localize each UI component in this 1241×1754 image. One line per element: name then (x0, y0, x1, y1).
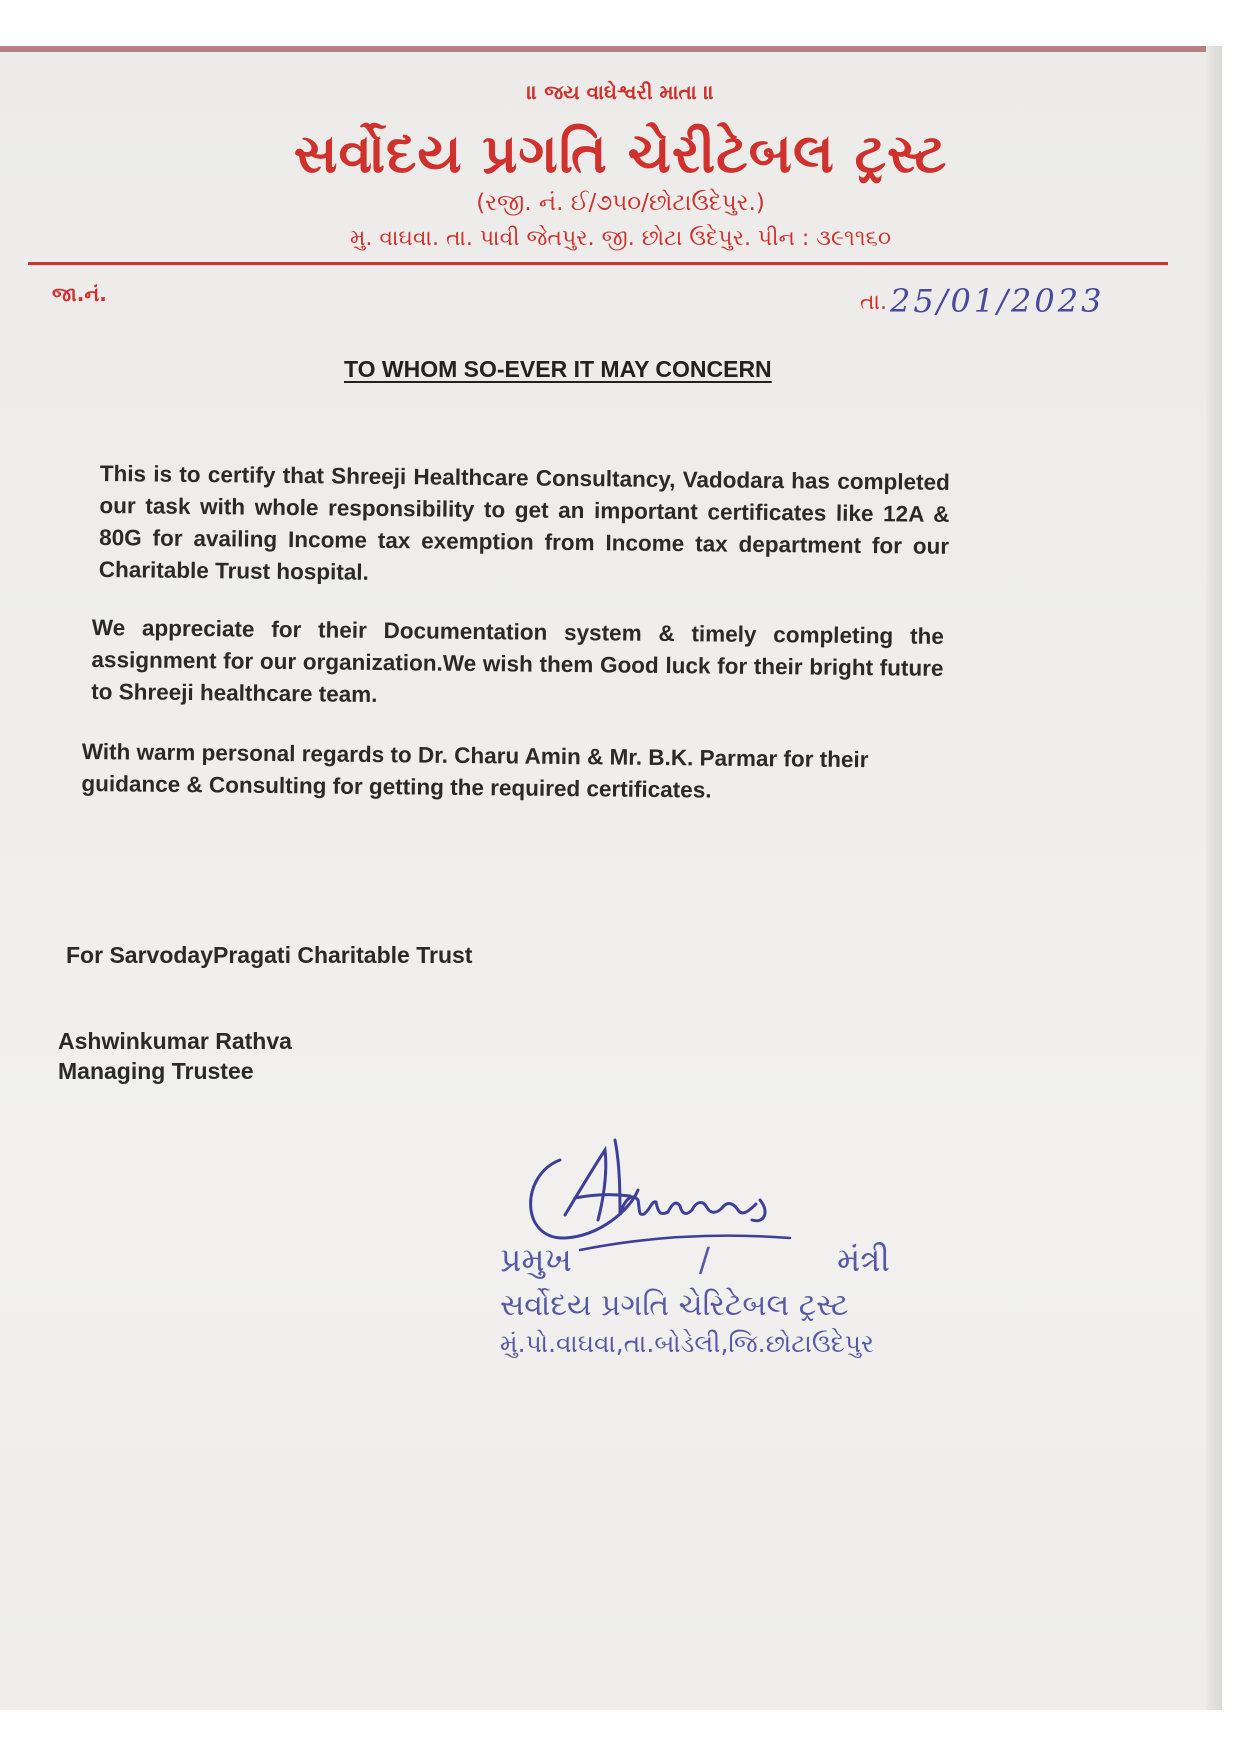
paragraph-appreciation: We appreciate for their Documentation system & timely completing the assignment for our organization.We wish them Good luck for their bright future to Shreeji healthcare team. (91, 614, 944, 707)
stamp-trust-name: સર્વોદય પ્રગતિ ચેરિટેબલ ટ્રસ્ટ (500, 1288, 849, 1323)
stamp-role-secretary: મંત્રી (836, 1240, 890, 1279)
signatory-block (58, 1026, 292, 1086)
trust-stamp (500, 1240, 920, 1359)
letterhead-trust-name: સર્વોદય પ્રગતિ ચેરીટેબલ ટ્રસ્ટ (293, 122, 948, 185)
date-label: તા. (860, 290, 887, 315)
paragraph-certification: This is to certify that Shreeji Healthcare Consultancy, Vadodara has completed our task with whole responsibility to get an important certificates like 12A & 80G for availing Income tax exemption from Income tax department for our Charitable Trust hospital. (98, 460, 950, 585)
signatory-name: Ashwinkumar Rathva (58, 1028, 292, 1054)
sheet-right-edge (1206, 46, 1222, 1710)
letterhead-registration: (રજી. નં. ઈ/૭૫૦/છોટાઉદેપુર.) (476, 190, 765, 216)
signatory-title: Managing Trustee (58, 1058, 254, 1084)
letterhead-address: મુ. વાઘવા. તા. પાવી જેતપુર. જી. છોટા ઉદેપુર. પીન : ૩૯૧૧૬૦ (349, 226, 892, 251)
stamp-roles (500, 1240, 890, 1280)
letterhead-divider (28, 262, 1168, 265)
stamp-address: મું.પો.વાઘવા,તા.બોડેલી,જિ.છોટાઉદેપુર (500, 1329, 874, 1358)
stamp-role-president: પ્રમુખ (500, 1240, 572, 1279)
stamp-separator: / (698, 1240, 710, 1279)
handwritten-signature (520, 1120, 810, 1260)
letter-heading: TO WHOM SO-EVER IT MAY CONCERN (344, 356, 772, 382)
for-trust-line: For SarvodayPragati Charitable Trust (66, 942, 473, 968)
reference-number-label: જા.નં. (52, 282, 107, 306)
sheet-top-edge (0, 46, 1222, 52)
paragraph-regards: With warm personal regards to Dr. Charu Amin & Mr. B.K. Parmar for their guidance & Consulting for getting the required certificates. (81, 738, 869, 803)
letterhead-invocation: ॥ જય વાઘેશ્વરી માતા ॥ (526, 80, 715, 104)
handwritten-date: 25/01/2023 (890, 282, 1105, 320)
